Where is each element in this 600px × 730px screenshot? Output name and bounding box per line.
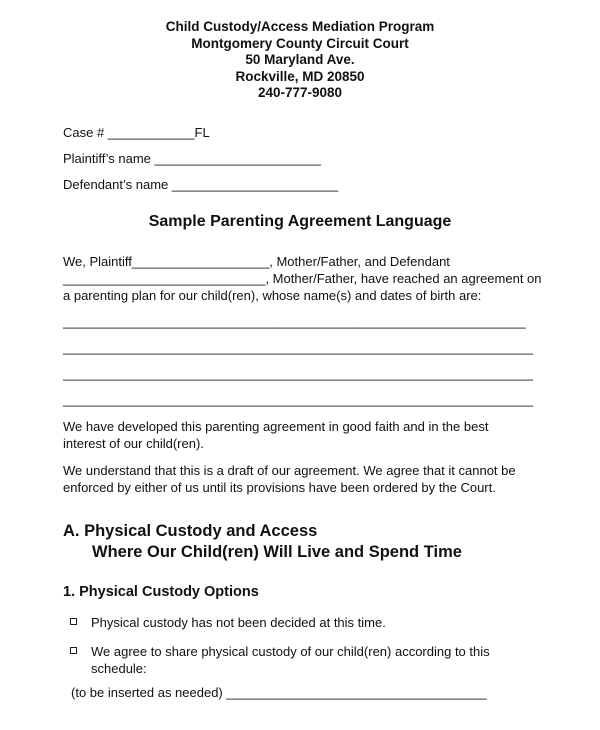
intro-line: a parenting plan for our child(ren), whose name(s) and dates of birth are:	[63, 288, 482, 303]
children-blank-line[interactable]: _________________________________________________________________	[63, 392, 533, 407]
option-label	[91, 643, 490, 677]
checkbox[interactable]	[70, 618, 77, 625]
intro-line: We, Plaintiff___________________, Mother/Father, and Defendant	[63, 254, 450, 269]
phone-number: 240-777-9080	[257, 85, 343, 100]
court-name: Montgomery County Circuit Court	[191, 35, 409, 51]
physical-custody-options-heading: 1. Physical Custody Options	[63, 584, 259, 600]
option-label-line: schedule:	[91, 661, 147, 676]
draft-paragraph	[63, 462, 543, 496]
children-blank-line[interactable]: ________________________________________________________________	[63, 314, 526, 329]
paragraph-line: interest of our child(ren).	[63, 436, 204, 451]
program-name: Child Custody/Access Mediation Program	[165, 19, 435, 34]
option-label-line: We agree to share physical custody of our child(ren) according to this	[91, 644, 490, 659]
paragraph-line: We understand that this is a draft of our agreement. We agree that it cannot be	[63, 463, 516, 478]
section-a-heading	[63, 521, 462, 563]
children-blank-line[interactable]: _________________________________________________________________	[63, 340, 533, 355]
letterhead	[0, 19, 600, 102]
defendant-name-field[interactable]: Defendant’s name _______________________	[63, 177, 339, 192]
plaintiff-name-field[interactable]: Plaintiff’s name _______________________	[63, 151, 321, 166]
intro-paragraph	[63, 253, 543, 304]
paragraph-line: We have developed this parenting agreement in good faith and in the best	[63, 419, 489, 434]
option-label: Physical custody has not been decided at this time.	[91, 615, 386, 630]
paragraph-line: enforced by either of us until its provisions have been ordered by the Court.	[63, 480, 496, 495]
city-state-zip: Rockville, MD 20850	[235, 68, 365, 84]
street-address: 50 Maryland Ave.	[245, 52, 355, 67]
schedule-insert-line[interactable]: (to be inserted as needed) ____________________________________	[71, 685, 487, 700]
good-faith-paragraph	[63, 418, 543, 452]
children-blank-line[interactable]: _________________________________________________________________	[63, 366, 533, 381]
page-title: Sample Parenting Agreement Language	[148, 213, 452, 230]
section-a-title: A. Physical Custody and Access	[63, 522, 318, 540]
section-a-subtitle: Where Our Child(ren) Will Live and Spend Time	[92, 543, 462, 561]
case-number-field[interactable]: Case # ____________FL	[63, 125, 210, 140]
checkbox[interactable]	[70, 647, 77, 654]
intro-line: ____________________________, Mother/Father, have reached an agreement on	[63, 271, 542, 286]
